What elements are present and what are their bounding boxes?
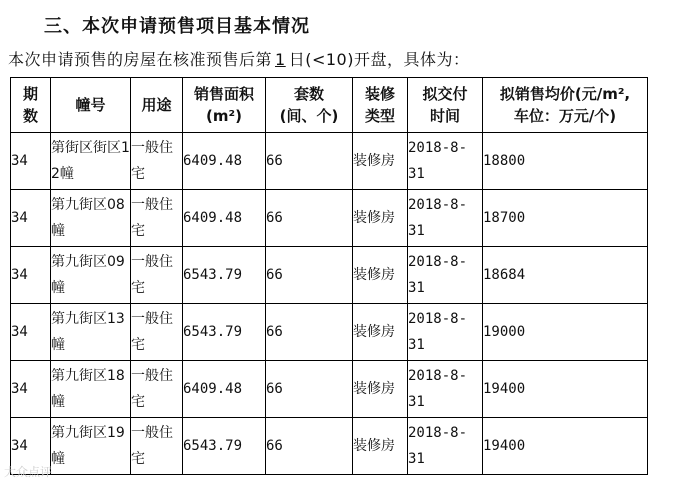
cell-price: 18800 bbox=[483, 133, 648, 190]
cell-fitout: 装修房 bbox=[353, 247, 408, 304]
intro-sentence bbox=[8, 47, 469, 70]
cell-building: 第九街区18幢 bbox=[51, 361, 131, 418]
col-header-fitout: 装修 类型 bbox=[353, 78, 408, 133]
col-header-use: 用途 bbox=[131, 78, 183, 133]
cell-delivery: 2018-8-31 bbox=[408, 304, 483, 361]
table-row bbox=[11, 247, 648, 304]
cell-delivery: 2018-8-31 bbox=[408, 418, 483, 475]
col-header-price: 拟销售均价(元/m², 车位：万元/个) bbox=[483, 78, 648, 133]
cell-delivery: 2018-8-31 bbox=[408, 361, 483, 418]
intro-after: 日(<10)开盘，具体为： bbox=[288, 50, 470, 69]
col-header-period: 期 数 bbox=[11, 78, 51, 133]
cell-fitout: 装修房 bbox=[353, 190, 408, 247]
cell-price: 19000 bbox=[483, 304, 648, 361]
cell-delivery: 2018-8-31 bbox=[408, 247, 483, 304]
table-row bbox=[11, 361, 648, 418]
cell-price: 18700 bbox=[483, 190, 648, 247]
cell-building: 第街区街区12幢 bbox=[51, 133, 131, 190]
watermark: 大众点评 bbox=[4, 465, 53, 479]
col-header-delivery: 拟交付 时间 bbox=[408, 78, 483, 133]
header-row bbox=[11, 78, 648, 133]
cell-area: 6409.48 bbox=[183, 133, 266, 190]
col-header-building: 幢号 bbox=[51, 78, 131, 133]
section-heading: 三、本次申请预售项目基本情况 bbox=[44, 16, 310, 37]
cell-period: 34 bbox=[11, 190, 51, 247]
cell-fitout: 装修房 bbox=[353, 361, 408, 418]
col-header-units: 套数 (间、个) bbox=[266, 78, 353, 133]
cell-units: 66 bbox=[266, 304, 353, 361]
cell-building: 第九街区08幢 bbox=[51, 190, 131, 247]
intro-before: 本次申请预售的房屋在核准预售后第 bbox=[8, 50, 273, 69]
cell-period: 34 bbox=[11, 247, 51, 304]
cell-units: 66 bbox=[266, 361, 353, 418]
cell-use: 一般住宅 bbox=[131, 190, 183, 247]
cell-area: 6409.48 bbox=[183, 361, 266, 418]
cell-fitout: 装修房 bbox=[353, 133, 408, 190]
cell-period: 34 bbox=[11, 133, 51, 190]
cell-building: 第九街区09幢 bbox=[51, 247, 131, 304]
cell-fitout: 装修房 bbox=[353, 304, 408, 361]
col-header-area: 销售面积 (m²) bbox=[183, 78, 266, 133]
cell-price: 19400 bbox=[483, 418, 648, 475]
cell-area: 6409.48 bbox=[183, 190, 266, 247]
cell-use: 一般住宅 bbox=[131, 133, 183, 190]
cell-use: 一般住宅 bbox=[131, 418, 183, 475]
cell-building: 第九街区13幢 bbox=[51, 304, 131, 361]
cell-period: 34 bbox=[11, 418, 51, 475]
cell-area: 6543.79 bbox=[183, 418, 266, 475]
cell-area: 6543.79 bbox=[183, 247, 266, 304]
table-row bbox=[11, 418, 648, 475]
cell-use: 一般住宅 bbox=[131, 361, 183, 418]
cell-units: 66 bbox=[266, 247, 353, 304]
cell-units: 66 bbox=[266, 418, 353, 475]
cell-area: 6543.79 bbox=[183, 304, 266, 361]
table-row bbox=[11, 133, 648, 190]
cell-period: 34 bbox=[11, 304, 51, 361]
cell-delivery: 2018-8-31 bbox=[408, 133, 483, 190]
cell-units: 66 bbox=[266, 190, 353, 247]
presale-table bbox=[10, 77, 648, 475]
cell-units: 66 bbox=[266, 133, 353, 190]
cell-use: 一般住宅 bbox=[131, 247, 183, 304]
cell-period: 34 bbox=[11, 361, 51, 418]
cell-price: 18684 bbox=[483, 247, 648, 304]
cell-delivery: 2018-8-31 bbox=[408, 190, 483, 247]
cell-building: 第九街区19幢 bbox=[51, 418, 131, 475]
cell-fitout: 装修房 bbox=[353, 418, 408, 475]
intro-day-value: 1 bbox=[275, 50, 286, 69]
cell-price: 19400 bbox=[483, 361, 648, 418]
cell-use: 一般住宅 bbox=[131, 304, 183, 361]
table-row bbox=[11, 304, 648, 361]
table-row bbox=[11, 190, 648, 247]
